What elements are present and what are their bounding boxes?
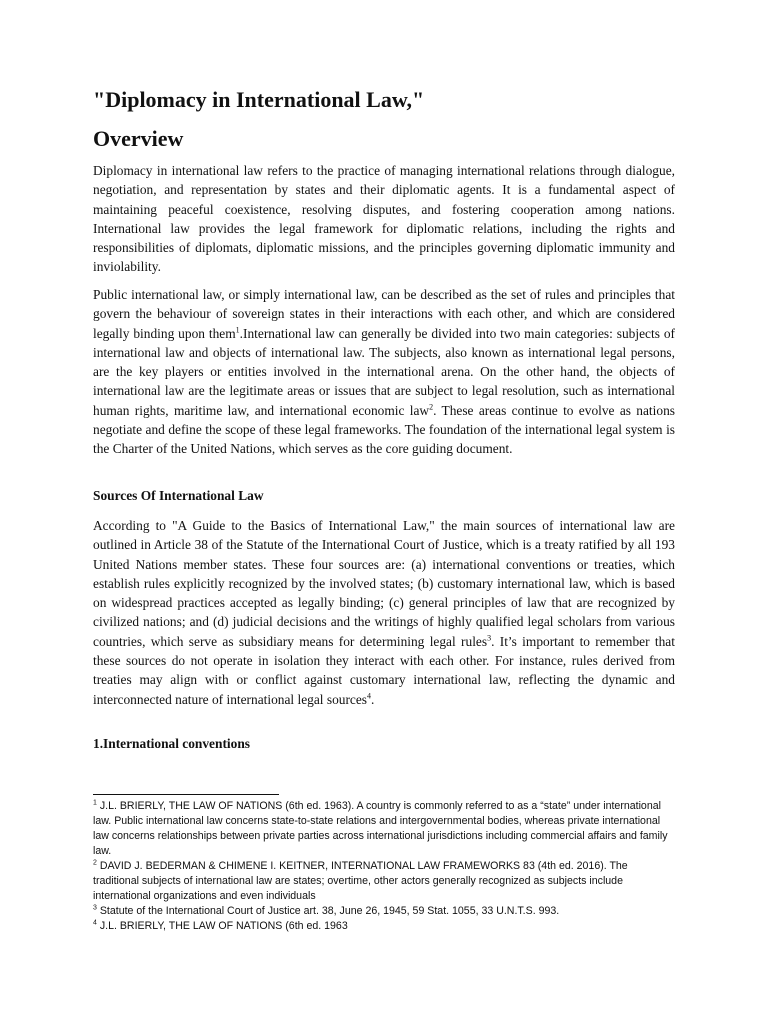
footnote-reference: 2 (429, 402, 434, 412)
footnote-2 (93, 859, 675, 904)
footnote-number: 2 (93, 859, 97, 867)
paragraph-sources (93, 516, 675, 709)
footnote-1 (93, 799, 675, 859)
footnote-text: J.L. BRIERLY, THE LAW OF NATIONS (6th ed. 1963). A country is commonly referred to as a “state” under international law. Public international law concerns state-to-state relations and intergovernmental bodies, whereas private international law concerns relationships between private parties across international jurisdictions including commercial affairs and family law. (93, 800, 668, 857)
footnote-text: DAVID J. BEDERMAN & CHIMENE I. KEITNER, INTERNATIONAL LAW FRAMEWORKS 83 (4th ed. 2016). The traditional subjects of international law are states; overtime, other actors generally recognized as subjects include international organizations and even individuals (93, 860, 628, 902)
paragraph-text: Public international law, or simply international law, can be described as the set of rules and principles that govern the behaviour of sovereign states in their interactions with each other, and which are considered legally binding upon them (93, 287, 675, 341)
footnote-3 (93, 904, 675, 919)
paragraph-text: According to "A Guide to the Basics of International Law," the main sources of international law are outlined in Article 38 of the Statute of the International Court of Justice, which is a treaty ratified by all 193 United Nations member states. These four sources are: (a) international conventions or treaties, which establish rules explicitly recognized by the involved states; (b) customary international law, which is based on widespread practices accepted as legally binding; (c) general principles of law that are recognized by civilized nations; and (d) judicial decisions and the writings of highly qualified legal scholars from various countries, which serve as subsidiary means for determining legal rules (93, 518, 675, 649)
footnote-separator (93, 794, 279, 795)
document-title: "Diplomacy in International Law," (93, 87, 425, 112)
footnote-4 (93, 919, 675, 934)
footnote-reference: 1 (235, 325, 240, 335)
paragraph-text: .International law can generally be divided into two main categories: subjects of international law and objects of international law. The subjects, also known as international legal persons, are the key players or entities involved in the international arena. On the other hand, the objects of international law are the legitimate areas or issues that are subject to legal resolution, such as international human rights, maritime law, and international economic law (93, 325, 675, 418)
footnote-text: J.L. BRIERLY, THE LAW OF NATIONS (6th ed. 1963 (96, 920, 348, 932)
sources-heading: Sources Of International Law (93, 488, 264, 503)
footnote-number: 3 (93, 904, 97, 912)
footnote-text: Statute of the International Court of Justice art. 38, June 26, 1945, 59 Stat. 1055, 33 U.N.T.S. 993. (96, 905, 560, 917)
paragraph-text: . It’s important to remember that these sources do not operate in isolation they interact with each other. For instance, rules derived from treaties may align with or conflict against customary international law, reflecting the dynamic and interconnected nature of international legal sources (93, 633, 675, 707)
footnote-reference: 3 (487, 633, 492, 643)
footnote-reference: 4 (367, 691, 372, 701)
footnote-number: 1 (93, 799, 97, 807)
paragraph-public-international-law (93, 285, 675, 459)
footnote-number: 4 (93, 919, 97, 927)
section-heading-overview: Overview (93, 126, 184, 151)
paragraph-text: . These areas continue to evolve as nations negotiate and define the scope of these legal frameworks. The foundation of the international legal system is the Charter of the United Nations, which serves as the core guiding document. (93, 402, 675, 457)
conventions-heading: 1.International conventions (93, 736, 250, 751)
paragraph-diplomacy-intro: Diplomacy in international law refers to the practice of managing international relations through dialogue, negotiation, and representation by states and their diplomatic agents. It is a fundamental aspect of maintaining peaceful coexistence, resolving disputes, and fostering cooperation among nations. International law provides the legal framework for diplomatic relations, including the rights and responsibilities of diplomats, diplomatic missions, and the principles governing diplomatic immunity and inviolability. (93, 163, 675, 275)
paragraph-text: . (371, 691, 375, 707)
footnotes (93, 799, 675, 934)
